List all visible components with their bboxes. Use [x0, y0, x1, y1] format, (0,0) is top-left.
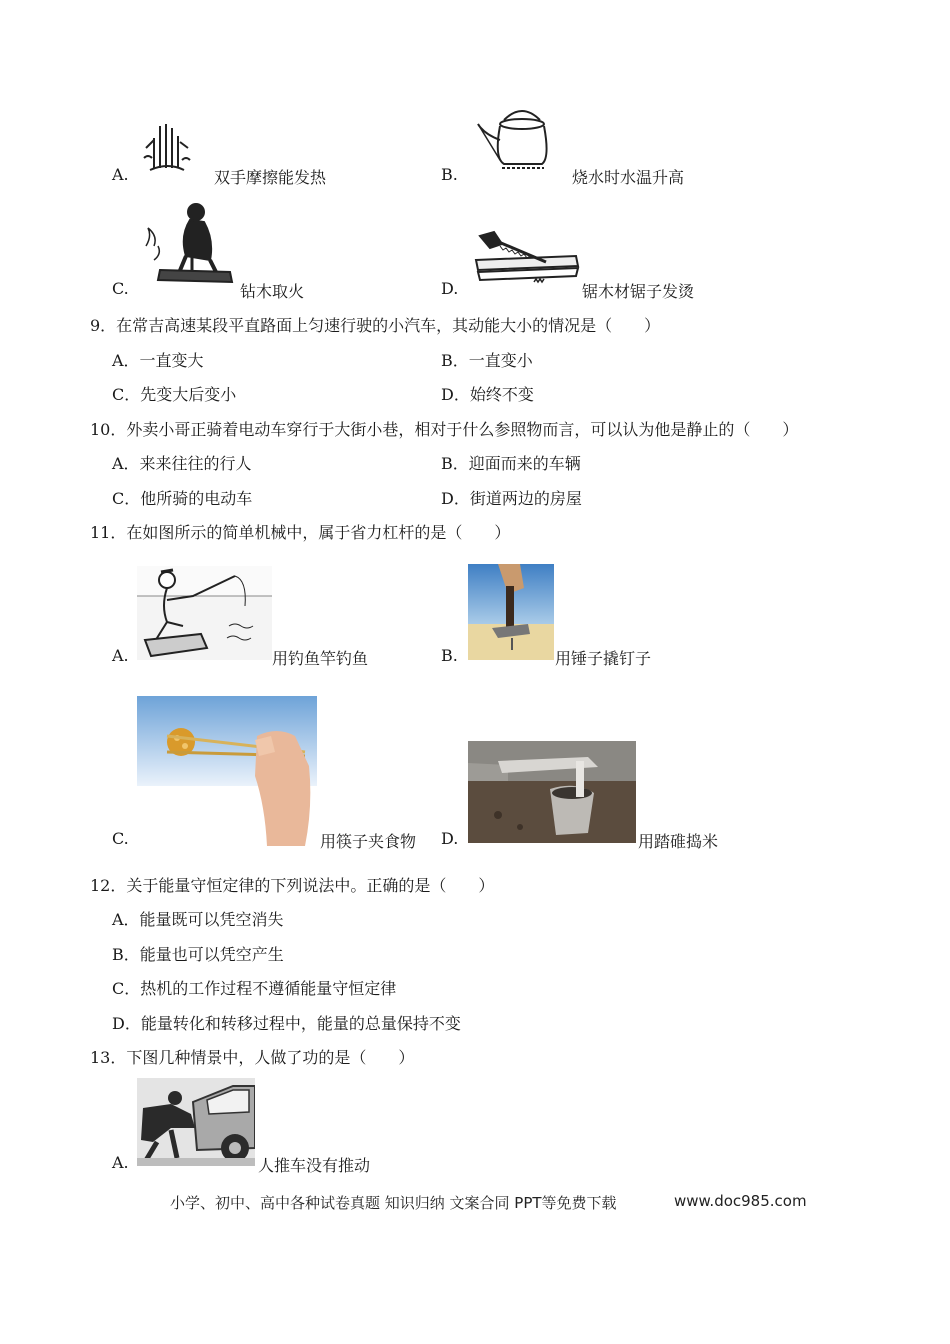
q11-option-c-text: 用筷子夹食物: [320, 832, 417, 851]
q13-stem: 13．下图几种情景中，人做了功的是（ ）: [90, 1048, 415, 1067]
q8-option-a-text: 双手摩擦能发热: [214, 168, 327, 187]
q9-option-d: D．始终不变: [441, 385, 534, 404]
saw-wood-icon: [472, 226, 580, 288]
fire-drilling-icon: [140, 200, 236, 288]
footer-link[interactable]: www.doc985.com: [674, 1192, 807, 1210]
q11-option-b-letter: B.: [441, 646, 458, 665]
hands-rubbing-icon: [140, 118, 194, 174]
q12-option-d: D．能量转化和转移过程中，能量的总量保持不变: [112, 1014, 461, 1033]
q8-option-b-text: 烧水时水温升高: [572, 168, 685, 187]
q9-option-b: B．一直变小: [441, 351, 533, 370]
pestle-mortar-icon: [468, 741, 636, 843]
q11-stem: 11．在如图所示的简单机械中，属于省力杠杆的是（ ）: [90, 523, 511, 542]
q11-option-b-text: 用锤子撬钉子: [555, 649, 652, 668]
q9-option-c: C．先变大后变小: [112, 385, 237, 404]
fishing-rod-icon: [137, 566, 272, 660]
q13-option-a-text: 人推车没有推动: [258, 1156, 371, 1175]
q11-option-d-text: 用踏碓捣米: [638, 832, 719, 851]
q8-option-d-letter: D.: [441, 279, 459, 298]
q12-option-a: A．能量既可以凭空消失: [112, 910, 284, 929]
q13-option-a-letter: A.: [112, 1153, 129, 1172]
q9-stem: 9．在常吉高速某段平直路面上匀速行驶的小汽车，其动能大小的情况是（ ）: [90, 316, 661, 335]
q12-stem: 12．关于能量守恒定律的下列说法中。正确的是（ ）: [90, 876, 495, 895]
q12-option-c: C．热机的工作过程不遵循能量守恒定律: [112, 979, 397, 998]
q11-option-a-letter: A.: [112, 646, 129, 665]
hammer-nail-icon: [468, 564, 554, 660]
q8-option-b-letter: B.: [441, 165, 458, 184]
q11-option-c-letter: C.: [112, 829, 129, 848]
q10-option-d: D．街道两边的房屋: [441, 489, 582, 508]
q11-option-d-letter: D.: [441, 829, 459, 848]
q12-option-b: B．能量也可以凭空产生: [112, 945, 284, 964]
q10-stem: 10．外卖小哥正骑着电动车穿行于大街小巷，相对于什么参照物而言，可以认为他是静止的（ ）: [90, 420, 799, 439]
kettle-icon: [474, 100, 562, 174]
q8-option-c-letter: C.: [112, 279, 129, 298]
q10-option-a: A．来来往往的行人: [112, 454, 252, 473]
q10-option-c: C．他所骑的电动车: [112, 489, 253, 508]
q11-option-a-text: 用钓鱼竿钓鱼: [272, 649, 369, 668]
q8-option-d-text: 锯木材锯子发烫: [582, 282, 695, 301]
q10-option-b: B．迎面而来的车辆: [441, 454, 581, 473]
q9-option-a: A．一直变大: [112, 351, 204, 370]
person-pushing-car-icon: [137, 1078, 255, 1166]
chopsticks-icon: [137, 696, 317, 846]
q8-option-c-text: 钻木取火: [240, 282, 305, 301]
footer-text: 小学、初中、高中各种试卷真题 知识归纳 文案合同 PPT等免费下载: [170, 1194, 617, 1212]
q8-option-a-letter: A.: [112, 165, 129, 184]
